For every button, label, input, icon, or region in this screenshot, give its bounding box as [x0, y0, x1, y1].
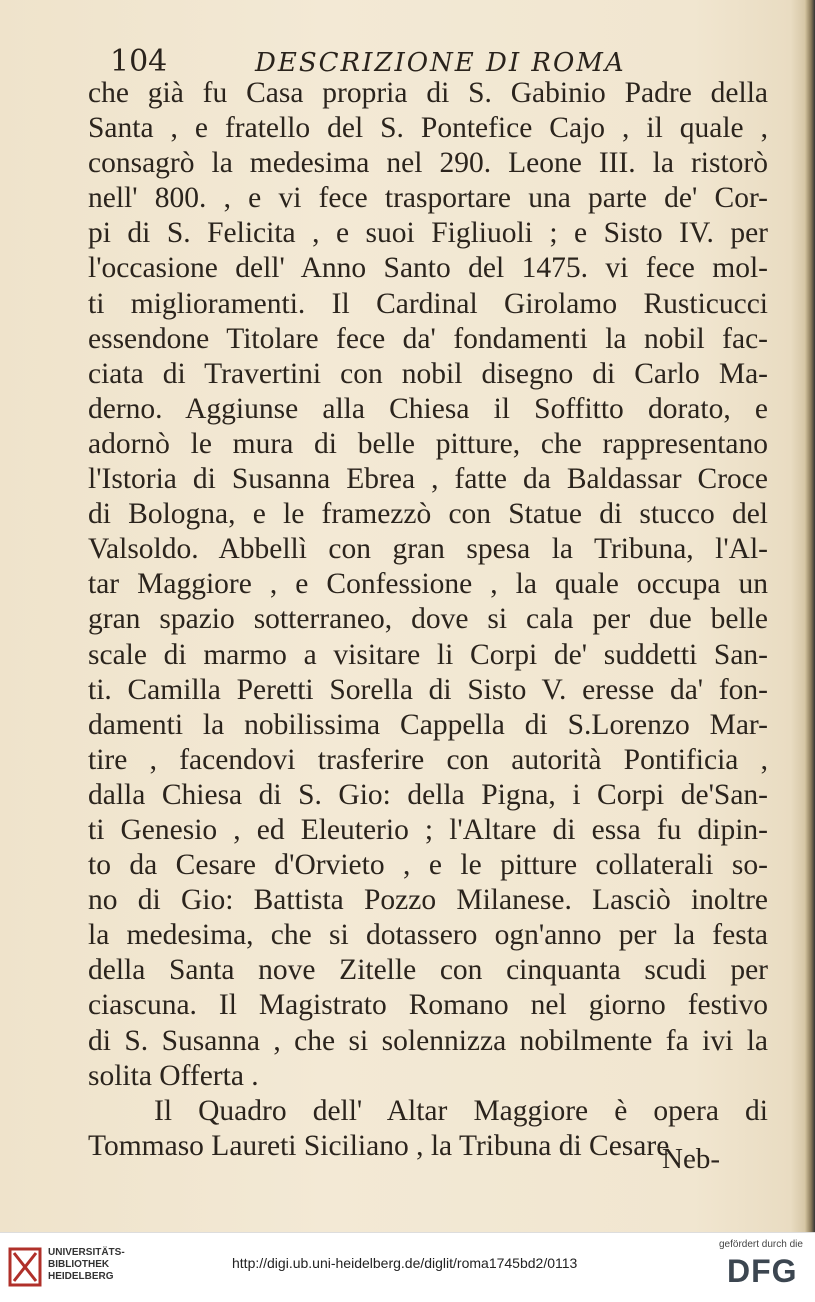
text-line: la medesima, che si dotassero ogn'anno per la festa [88, 919, 768, 952]
text-line: ti miglioramenti. Il Cardinal Girolamo Rusticucci [88, 287, 768, 320]
text-line: Il Quadro dell' Altar Maggiore è opera di [154, 1094, 768, 1127]
permalink-url[interactable]: http://digi.ub.uni-heidelberg.de/diglit/roma1745bd2/0113 [232, 1255, 578, 1271]
text-line: to da Cesare d'Orvieto , e le pitture collaterali so- [88, 849, 768, 882]
library-name-line-2: BIBLIOTHEK [48, 1259, 110, 1270]
text-line: scale di marmo a visitare li Corpi de' suddetti San- [88, 638, 768, 671]
text-line: nell' 800. , e vi fece trasportare una parte de' Cor- [88, 182, 768, 215]
text-line: che già fu Casa propria di S. Gabinio Padre della [88, 77, 768, 109]
text-line: ti. Camilla Peretti Sorella di Sisto V. eresse da' fon- [88, 673, 768, 706]
text-line: pi di S. Felicita , e suoi Figliuoli ; e Sisto IV. per [88, 217, 768, 250]
text-line: di Bologna, e le framezzò con Statue di stucco del [88, 498, 768, 531]
funded-by-text: gefördert durch die [719, 1239, 803, 1250]
library-name [48, 1247, 125, 1283]
text-line: Tommaso Laureti Siciliano , la Tribuna di Cesare [88, 1129, 670, 1162]
library-name-line-1: UNIVERSITÄTS- [48, 1247, 125, 1258]
text-line: l'occasione dell' Anno Santo del 1475. vi fece mol- [88, 252, 768, 285]
dfg-logo: DFG [727, 1253, 798, 1289]
page-edge [805, 0, 815, 1232]
text-line: Santa , e fratello del S. Pontefice Cajo , il quale , [88, 112, 768, 145]
text-line: solita Offerta . [88, 1059, 259, 1092]
text-line: gran spazio sotterraneo, dove si cala per due belle [88, 603, 768, 636]
running-title: DESCRIZIONE DI ROMA [255, 48, 626, 78]
text-line: Valsoldo. Abbellì con gran spesa la Tribuna, l'Al- [88, 533, 768, 566]
library-name-line-3: HEIDELBERG [48, 1271, 114, 1282]
text-line: della Santa nove Zitelle con cinquanta scudi per [88, 954, 768, 987]
text-line: ciata di Travertini con nobil disegno di Carlo Ma- [88, 357, 768, 390]
text-line: no di Gio: Battista Pozzo Milanese. Lasciò inoltre [88, 884, 768, 917]
text-line: ti Genesio , ed Eleuterio ; l'Altare di essa fu dipin- [88, 813, 768, 846]
catchword: Neb- [662, 1143, 720, 1175]
text-line: essendone Titolare fece da' fondamenti la nobil fac- [88, 322, 768, 355]
text-line: ciascuna. Il Magistrato Romano nel giorno festivo [88, 989, 768, 1022]
text-line: dalla Chiesa di S. Gio: della Pigna, i Corpi de'San- [88, 778, 768, 811]
library-logo-icon [8, 1247, 42, 1287]
text-line: di S. Susanna , che si solennizza nobilmente fa ivi la [88, 1024, 768, 1057]
page-number: 104 [110, 44, 168, 79]
text-line: tar Maggiore , e Confessione , la quale occupa un [88, 568, 768, 601]
text-line: damenti la nobilissima Cappella di S.Lorenzo Mar- [88, 708, 768, 741]
text-line: l'Istoria di Susanna Ebrea , fatte da Baldassar Croce [88, 463, 768, 496]
footer-bar [0, 1232, 815, 1302]
body-text [88, 76, 768, 1164]
text-line: tire , facendovi trasferire con autorità Pontificia , [88, 743, 768, 776]
text-line: adornò le mura di belle pitture, che rappresentano [88, 427, 768, 460]
text-line: derno. Aggiunse alla Chiesa il Soffitto dorato, e [88, 392, 768, 425]
text-line: consagrò la medesima nel 290. Leone III. la ristorò [88, 147, 768, 180]
